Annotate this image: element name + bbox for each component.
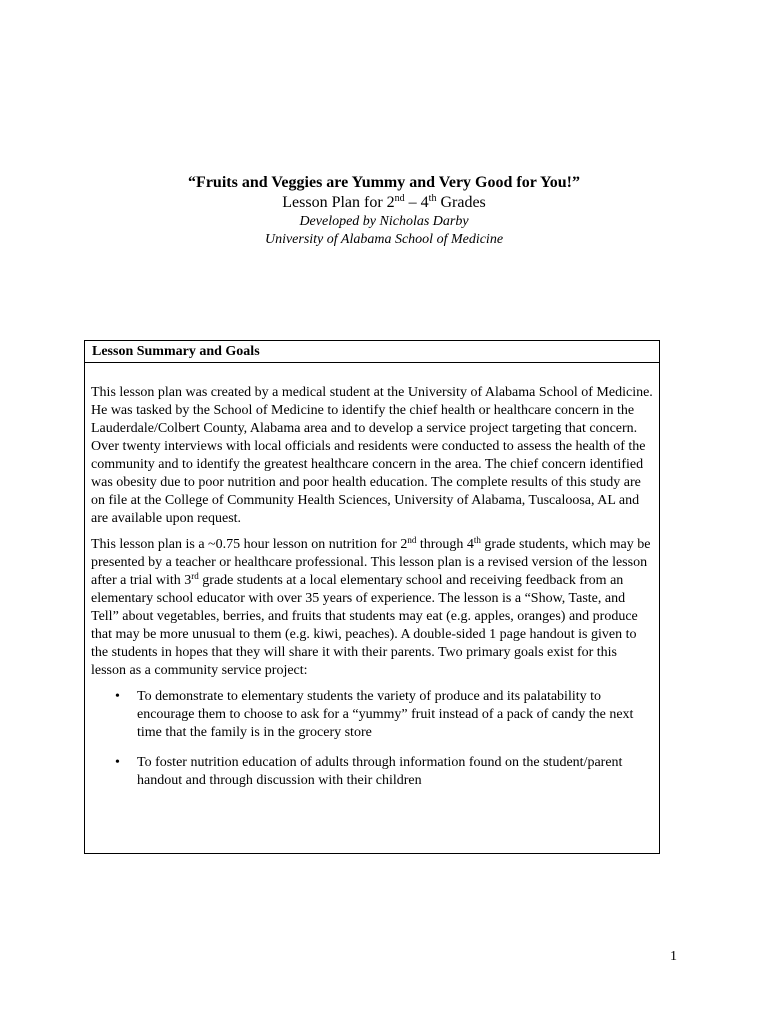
goals-list <box>91 688 653 790</box>
para2-text-c: grade students, which may be presented by a teacher or healthcare professional. This lesson plan is a revised version of the lesson after a trial with 3 <box>91 537 651 588</box>
para2-text-a: This lesson plan is a ~0.75 hour lesson on nutrition for 2 <box>91 537 408 552</box>
summary-body <box>85 363 659 790</box>
document-title: “Fruits and Veggies are Yummy and Very Good for You!” <box>188 174 580 191</box>
lesson-summary-box <box>84 340 660 854</box>
goal-text: To demonstrate to elementary students the variety of produce and its palatability to encourage them to choose to ask for a “yummy” fruit instead of a pack of candy the next time that the family is in the grocery store <box>137 689 634 740</box>
summary-paragraph-1: This lesson plan was created by a medical student at the University of Alabama School of Medicine. He was tasked by the School of Medicine to identify the chief health or healthcare concern in the Lauderdale/Colbert County, Alabama area and to develop a service project targeting that concern. Over twenty interviews with local officials and residents were conducted to assess the health of the community and to identify the greatest healthcare concern in the area. The chief concern identified was obesity due to poor nutrition and poor health education. The complete results of this study are on file at the College of Community Health Sciences, University of Alabama, Tuscaloosa, AL and are available upon request. <box>91 385 653 526</box>
bullet-icon: • <box>115 755 120 770</box>
institution-line: University of Alabama School of Medicine <box>264 232 504 247</box>
goal-item <box>91 688 653 742</box>
summary-heading: Lesson Summary and Goals <box>85 341 659 363</box>
document-subtitle <box>0 193 768 213</box>
para2-sup-rd: rd <box>191 571 199 581</box>
document-header <box>0 173 768 249</box>
subtitle-prefix: Lesson Plan for 2 <box>282 194 395 211</box>
author-line: Developed by Nicholas Darby <box>299 214 469 229</box>
subtitle-sup-nd: nd <box>394 193 405 204</box>
summary-paragraph-2 <box>91 536 653 680</box>
goal-item <box>91 754 653 790</box>
para2-sup-nd: nd <box>407 535 417 545</box>
para2-sup-th: th <box>473 535 481 545</box>
subtitle-mid: – 4 <box>404 194 429 211</box>
page-number: 1 <box>670 949 677 964</box>
subtitle-sup-th: th <box>428 193 437 204</box>
para2-text-b: through 4 <box>416 537 474 552</box>
goal-text: To foster nutrition education of adults through information found on the student/parent handout and through discussion with their children <box>137 755 623 788</box>
para2-text-d: grade students at a local elementary school and receiving feedback from an elementary school educator with over 35 years of experience. The lesson is a “Show, Taste, and Tell” about vegetables, berries, and fruits that students may eat (e.g. apples, oranges) and produce that may be more unusual to them (e.g. kiwi, peaches). A double-sided 1 page handout is given to the students in hopes that they will share it with their parents. Two primary goals exist for this lesson as a community service project: <box>91 573 638 678</box>
subtitle-suffix: Grades <box>436 194 486 211</box>
bullet-icon: • <box>115 689 120 704</box>
